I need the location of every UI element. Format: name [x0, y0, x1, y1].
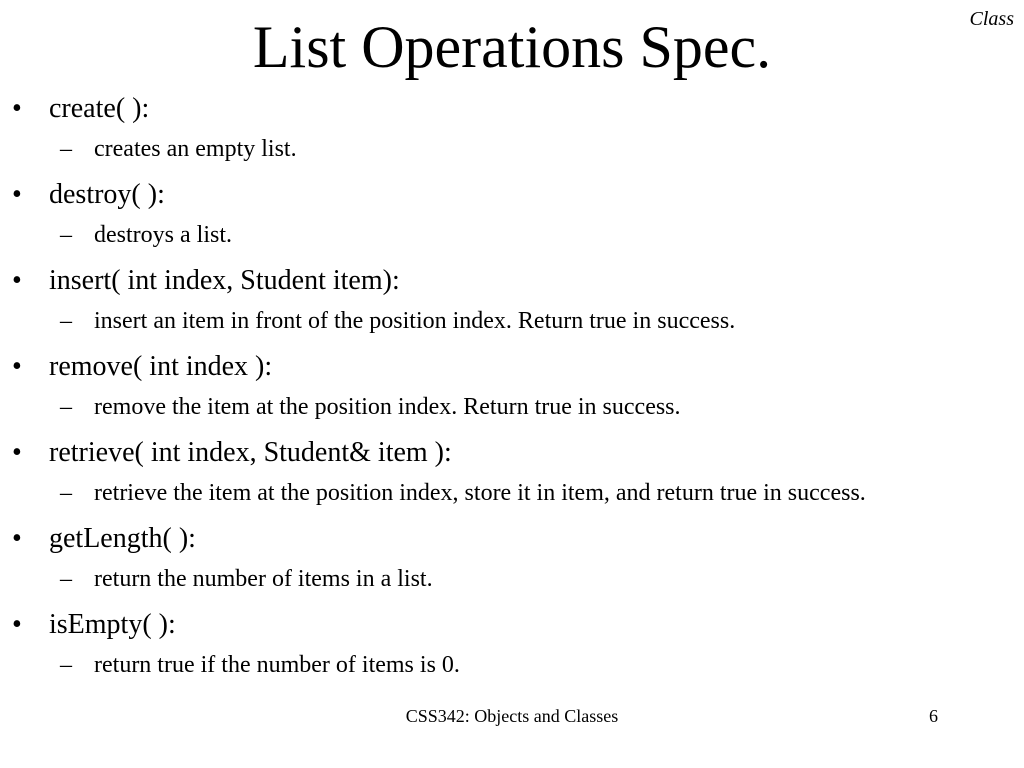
bullet-item-insert [0, 264, 1024, 336]
sub-item [49, 650, 934, 680]
bullet-marker: • [12, 523, 22, 554]
dash-marker: – [60, 394, 72, 420]
sub-item-text: remove the item at the position index. Return true in success. [94, 394, 681, 420]
bullet-item-remove [0, 350, 1024, 422]
bullet-label: isEmpty( ): [49, 609, 176, 640]
bullet-item-retrieve [0, 436, 1024, 508]
footer-page-number: 6 [929, 706, 938, 726]
sub-item-text: creates an empty list. [94, 136, 297, 162]
bullet-item-destroy [0, 178, 1024, 250]
sub-item-text: retrieve the item at the position index, store it in item, and return true in success. [94, 480, 866, 506]
sub-item [49, 478, 934, 508]
bullet-label: getLength( ): [49, 523, 196, 554]
bullet-list [0, 92, 1024, 680]
bullet-marker: • [12, 351, 22, 382]
corner-label: Class [969, 8, 1014, 30]
bullet-item-create [0, 92, 1024, 164]
sub-item [49, 306, 934, 336]
sub-item-text: return true if the number of items is 0. [94, 652, 460, 678]
bullet-item-getlength [0, 522, 1024, 594]
bullet-marker: • [12, 179, 22, 210]
dash-marker: – [60, 222, 72, 248]
sub-item-text: destroys a list. [94, 222, 232, 248]
bullet-label: remove( int index ): [49, 351, 273, 382]
slide-title: List Operations Spec. [252, 14, 772, 80]
bullet-marker: • [12, 265, 22, 296]
sub-item [49, 564, 934, 594]
dash-marker: – [60, 652, 72, 678]
bullet-marker: • [12, 609, 22, 640]
dash-marker: – [60, 136, 72, 162]
bullet-label: retrieve( int index, Student& item ): [49, 437, 452, 468]
sub-item [49, 220, 934, 250]
sub-item-text: return the number of items in a list. [94, 566, 433, 592]
sub-item [49, 134, 934, 164]
dash-marker: – [60, 566, 72, 592]
sub-item [49, 392, 934, 422]
bullet-marker: • [12, 437, 22, 468]
bullet-marker: • [12, 93, 22, 124]
sub-item-text: insert an item in front of the position index. Return true in success. [94, 308, 736, 334]
dash-marker: – [60, 308, 72, 334]
bullet-label: destroy( ): [49, 179, 165, 210]
dash-marker: – [60, 480, 72, 506]
bullet-label: insert( int index, Student item): [49, 265, 400, 296]
bullet-item-isempty [0, 608, 1024, 680]
bullet-label: create( ): [49, 93, 150, 124]
footer-course: CSS342: Objects and Classes [405, 706, 619, 726]
